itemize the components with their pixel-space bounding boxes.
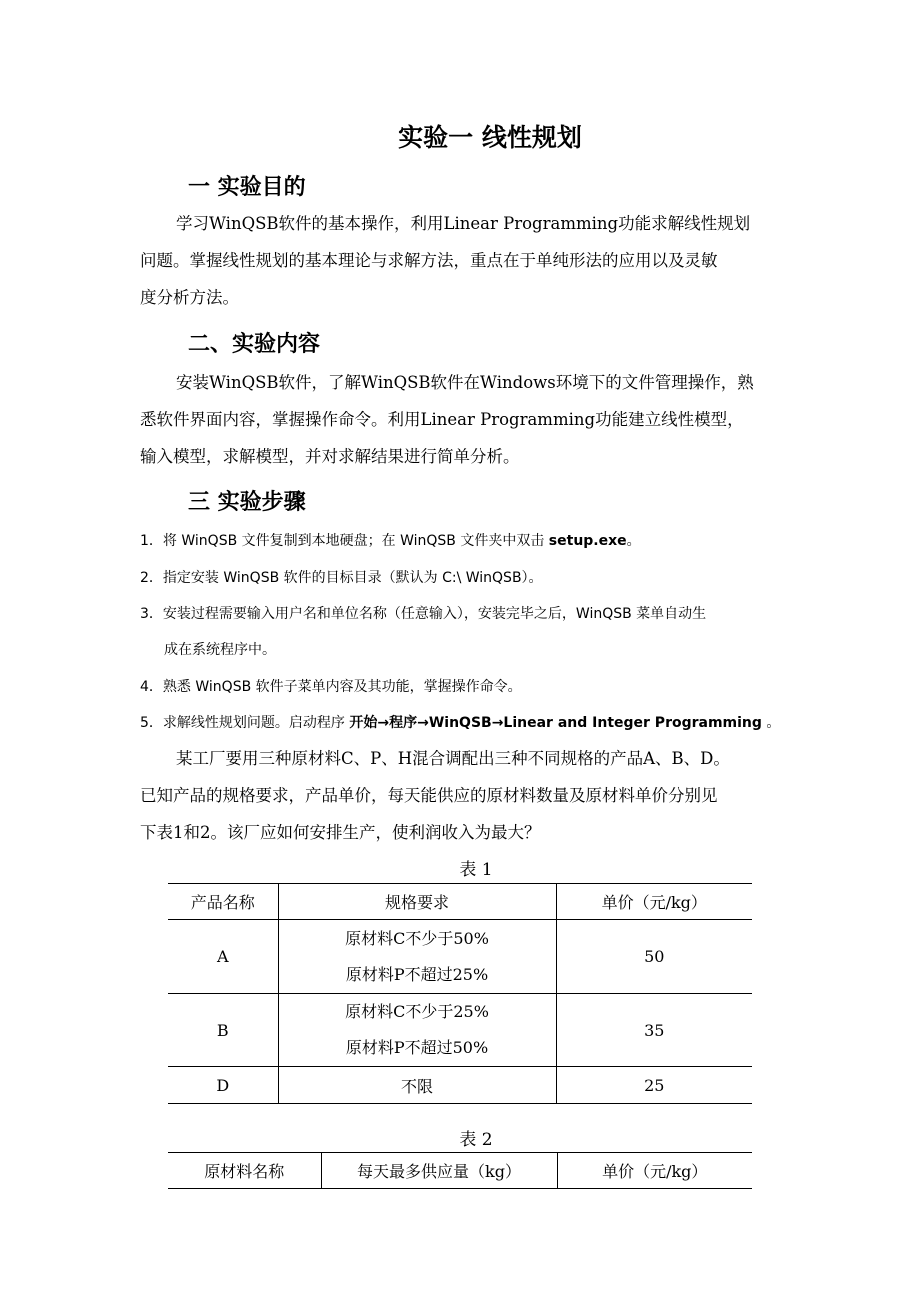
- step-item: [140, 676, 522, 696]
- step-tail: 。: [626, 533, 641, 549]
- table-row: [168, 994, 752, 1067]
- paragraph-line: 度分析方法。: [140, 288, 239, 307]
- page-title: 实验一 线性规划: [398, 123, 582, 152]
- paragraph-line: 某工厂要用三种原材料C、P、H混合调配出三种不同规格的产品A、B、D。: [176, 749, 730, 768]
- step-bold-text: 开始→程序→WinQSB→Linear and Integer Programming: [349, 715, 762, 731]
- step-bold-text: setup.exe: [548, 533, 627, 549]
- table-header-cell: 原材料名称: [168, 1153, 321, 1189]
- step-text: 将 WinQSB 文件复制到本地硬盘；在 WinQSB 文件夹中双击: [162, 533, 549, 549]
- step-number: 4．: [140, 679, 163, 695]
- step-number: 2．: [140, 570, 163, 586]
- table-cell-spec: [278, 994, 556, 1067]
- table-header-cell: 单价（元/kg）: [557, 1153, 752, 1189]
- step-tail: 。: [761, 715, 781, 731]
- section-body-content: [140, 364, 780, 475]
- table1: [168, 883, 752, 1104]
- section-heading-purpose: 一 实验目的: [188, 175, 306, 200]
- table-cell-spec: 不限: [278, 1067, 556, 1104]
- section-heading-content: 二、实验内容: [188, 332, 321, 357]
- section-body-purpose: [140, 205, 780, 316]
- table-cell-price: 50: [556, 920, 752, 994]
- table-cell-price: 35: [556, 994, 752, 1067]
- paragraph-line: 学习WinQSB软件的基本操作，利用Linear Programming功能求解线性规划: [176, 214, 751, 233]
- step-text: 熟悉 WinQSB 软件子菜单内容及其功能，掌握操作命令。: [162, 679, 522, 695]
- table1-caption: 表 1: [459, 860, 493, 880]
- paragraph-line: 已知产品的规格要求，产品单价，每天能供应的原材料数量及原材料单价分别见: [140, 786, 718, 805]
- table-cell-product: B: [168, 994, 278, 1067]
- step-text: 指定安装 WinQSB 软件的目标目录（默认为 C:\ WinQSB）。: [162, 570, 543, 586]
- paragraph-line: 下表1和2。该厂应如何安排生产，使利润收入为最大？: [140, 823, 541, 842]
- step-item: [140, 712, 780, 732]
- paragraph-line: 问题。掌握线性规划的基本理论与求解方法，重点在于单纯形法的应用以及灵敏: [140, 251, 718, 270]
- table-cell-product: D: [168, 1067, 278, 1104]
- step-number: 3．: [140, 606, 163, 622]
- table-header-cell: 产品名称: [168, 884, 278, 920]
- table2: [168, 1152, 752, 1189]
- table-header-row: [168, 884, 752, 920]
- table-header-cell: 每天最多供应量（kg）: [321, 1153, 557, 1189]
- step-item: [140, 567, 543, 587]
- spec-line: 原材料C不少于25%: [345, 1002, 489, 1021]
- spec-line: 原材料P不超过25%: [345, 964, 489, 984]
- table-row: [168, 1067, 752, 1104]
- section-heading-steps: 三 实验步骤: [188, 490, 306, 515]
- table-header-cell: 单价（元/kg）: [556, 884, 752, 920]
- table-row: [168, 920, 752, 994]
- step-text: 安装过程需要输入用户名和单位名称（任意输入），安装完毕之后，WinQSB 菜单自动生: [162, 606, 707, 622]
- step-number: 5．: [140, 715, 163, 731]
- step-item: [140, 530, 641, 550]
- step-item: [140, 603, 706, 623]
- table-cell-spec: [278, 920, 556, 994]
- table-header-row: [168, 1153, 752, 1189]
- table-cell-product: A: [168, 920, 278, 994]
- step-text: 求解线性规划问题。启动程序: [162, 715, 350, 731]
- paragraph-line: 安装WinQSB软件，了解WinQSB软件在Windows环境下的文件管理操作，熟: [176, 373, 754, 392]
- paragraph-line: 悉软件界面内容，掌握操作命令。利用Linear Programming功能建立线性模型，: [140, 410, 744, 429]
- table-header-cell: 规格要求: [278, 884, 556, 920]
- spec-line: 原材料C不少于50%: [345, 928, 489, 948]
- table2-caption: 表 2: [459, 1130, 493, 1150]
- paragraph-line: 输入模型，求解模型，并对求解结果进行简单分析。: [140, 447, 520, 466]
- spec-line: 原材料P不超过50%: [345, 1038, 489, 1057]
- step-continuation: 成在系统程序中。: [164, 642, 276, 658]
- table-cell-price: 25: [556, 1067, 752, 1104]
- step-number: 1．: [140, 533, 163, 549]
- problem-statement: [140, 740, 780, 851]
